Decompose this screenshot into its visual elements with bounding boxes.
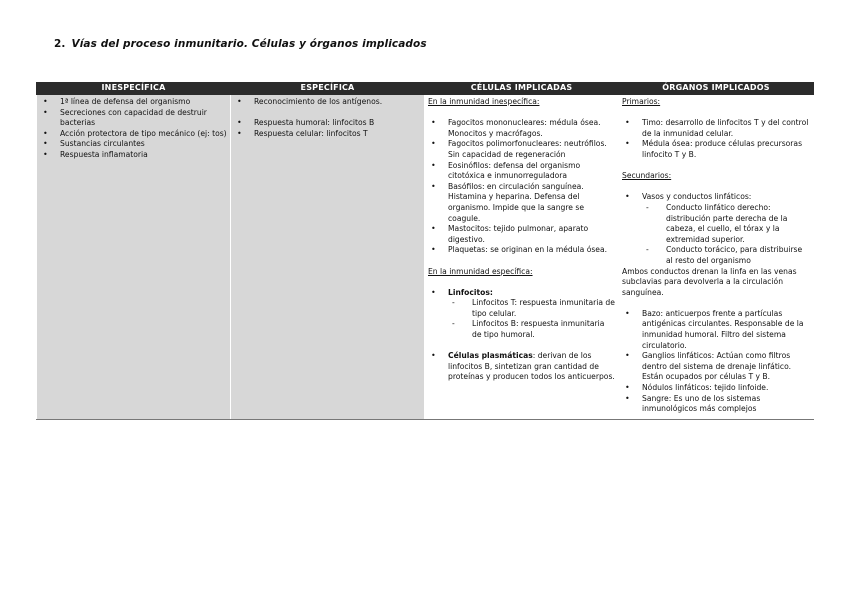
list-item: • Plaquetas: se originan en la médula ósea. (428, 245, 615, 256)
ambos-conductos-text: Ambos conductos drenan la linfa en las venas subclavias para devolverla a la circulación sanguínea. (622, 266, 797, 297)
header-celulas: CÉLULAS IMPLICADAS (425, 83, 619, 95)
list-item: • Eosinófilos: defensa del organismo citotóxica e inmunorreguladora (428, 161, 615, 182)
plasmaticas-text: : derivan de los linfocitos B, sintetizan gran cantidad de proteínas y producen todos los anticuerpos. (448, 351, 615, 382)
list-item: • Bazo: anticuerpos frente a partículas antigénicas circulantes. Responsable de la inmunidad humoral. Filtro del sistema circulatorio. (622, 309, 810, 351)
list-item: • Ganglios linfáticos: Actúan como filtros dentro del sistema de drenaje linfático. Están ocupados por células T y B. (622, 351, 810, 383)
header-inespecifica: INESPECÍFICA (37, 83, 231, 95)
cell-organos (619, 95, 814, 420)
section-heading (54, 38, 427, 50)
immune-table (36, 82, 814, 420)
linfocitos-colon: : (489, 287, 493, 297)
sub-list-item: - Conducto linfático derecho: distribución parte derecha de la cabeza, el cuello, el tórax y la extremidad superior. (622, 203, 810, 245)
header-organos: ÓRGANOS IMPLICADOS (619, 83, 814, 95)
plasmaticas-label: Células plasmáticas (448, 351, 533, 361)
sub-list-item: - Linfocitos B: respuesta inmunitaria de tipo humoral. (428, 319, 615, 340)
secundarios-heading: Secundarios: (622, 171, 672, 181)
list-item (428, 351, 615, 383)
section-title: Vías del proceso inmunitario. Células y órganos implicados (71, 38, 427, 50)
list-item: • Nódulos linfáticos: tejido linfoide. (622, 383, 810, 394)
list-item: • Sangre: Es uno de los sistemas inmunológicos más complejos (622, 394, 810, 415)
list-item: • Reconocimiento de los antígenos. (234, 97, 421, 108)
list-item: • Fagocitos mononucleares: médula ósea. Monocitos y macrófagos. (428, 118, 615, 139)
cell-inespecifica (37, 95, 231, 420)
list-item: • Acción protectora de tipo mecánico (ej: tos) (40, 129, 227, 140)
inespecifica-list (40, 97, 227, 161)
cell-celulas (425, 95, 619, 420)
otros-organos-list (622, 309, 810, 415)
list-item (428, 288, 615, 299)
list-item: • Vasos y conductos linfáticos: (622, 192, 810, 203)
celulas-especifica-heading: En la inmunidad específica: (428, 266, 533, 276)
header-especifica: ESPECÍFICA (231, 83, 425, 95)
list-item: • Médula ósea: produce células precursoras linfocito T y B. (622, 139, 810, 160)
celulas-inespecifica-heading: En la inmunidad inespecífica: (428, 97, 540, 106)
list-item: • Timo: desarrollo de linfocitos T y del control de la inmunidad celular. (622, 118, 810, 139)
list-item: • Respuesta humoral: linfocitos B (234, 118, 421, 129)
list-item: • Secreciones con capacidad de destruir bacterias (40, 108, 227, 129)
celulas-especifica-list (428, 288, 615, 383)
primarios-list (622, 118, 810, 160)
list-item: • Respuesta inflamatoria (40, 150, 227, 161)
cell-especifica (231, 95, 425, 420)
list-item: • Respuesta celular: linfocitos T (234, 129, 421, 140)
content-row (37, 95, 814, 420)
sub-list-item: - Linfocitos T: respuesta inmunitaria de tipo celular. (428, 298, 615, 319)
celulas-inespecifica-list (428, 118, 615, 256)
primarios-heading: Primarios: (622, 97, 661, 106)
list-item: • Fagocitos polimorfonucleares: neutrófilos. Sin capacidad de regeneración (428, 139, 615, 160)
header-row (37, 83, 814, 95)
section-number: 2. (54, 38, 66, 50)
list-item: • Basófilos: en circulación sanguínea. Histamina y heparina. Defensa del organismo. Impide que la sangre se coagule. (428, 182, 615, 224)
list-item: • 1ª línea de defensa del organismo (40, 97, 227, 108)
secundarios-list (622, 192, 810, 266)
linfocitos-label: Linfocitos (448, 287, 490, 297)
list-item: • Sustancias circulantes (40, 139, 227, 150)
especifica-list (234, 97, 421, 139)
sub-list-item: - Conducto torácico, para distribuirse al resto del organismo (622, 245, 810, 266)
list-item: • Mastocitos: tejido pulmonar, aparato digestivo. (428, 224, 615, 245)
